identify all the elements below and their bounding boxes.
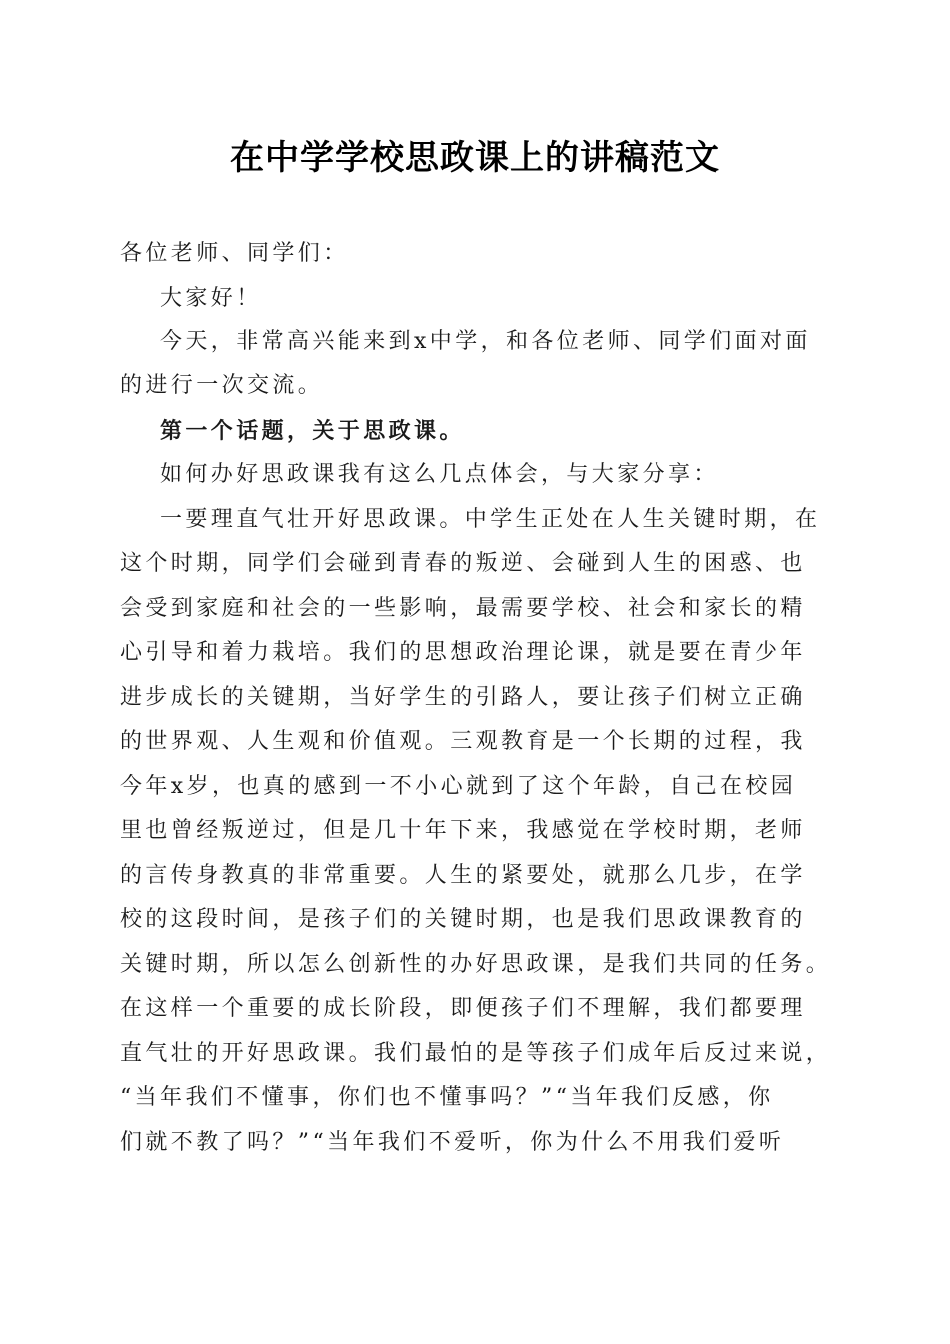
body-line: “当年我们不懂事，你们也不懂事吗？”“当年我们反感，你 — [120, 1085, 774, 1110]
body-line: 如何办好思政课我有这么几点体会，与大家分享： — [160, 462, 719, 487]
body-line: 今年x岁，也真的感到一不小心就到了这个年龄，自己在校园 — [120, 774, 797, 799]
section-heading: 第一个话题，关于思政课。 — [160, 418, 465, 444]
greeting: 大家好！ — [160, 286, 262, 311]
document-title: 在中学学校思政课上的讲稿范文 — [230, 138, 720, 178]
body-line: 在这样一个重要的成长阶段，即便孩子们不理解，我们都要理 — [120, 996, 806, 1021]
body-line: 关键时期，所以怎么创新性的办好思政课，是我们共同的任务。 — [120, 952, 832, 977]
body-line: 进步成长的关键期，当好学生的引路人，要让孩子们树立正确 — [120, 685, 806, 710]
body-line: 今天，非常高兴能来到x中学，和各位老师、同学们面对面 — [160, 329, 811, 354]
body-line: 这个时期，同学们会碰到青春的叛逆、会碰到人生的困惑、也 — [120, 551, 806, 576]
body-line: 直气壮的开好思政课。我们最怕的是等孩子们成年后反过来说， — [120, 1041, 832, 1066]
body-line: 的世界观、人生观和价值观。三观教育是一个长期的过程，我 — [120, 729, 806, 754]
body-line: 校的这段时间，是孩子们的关键时期，也是我们思政课教育的 — [120, 907, 806, 932]
body-line: 的言传身教真的非常重要。人生的紧要处，就那么几步，在学 — [120, 863, 806, 888]
body-line: 会受到家庭和社会的一些影响，最需要学校、社会和家长的精 — [120, 596, 806, 621]
body-line: 里也曾经叛逆过，但是几十年下来，我感觉在学校时期，老师 — [120, 818, 806, 843]
salutation: 各位老师、同学们： — [120, 241, 349, 266]
body-line: 的进行一次交流。 — [120, 373, 324, 398]
body-line: 一要理直气壮开好思政课。中学生正处在人生关键时期，在 — [160, 507, 821, 532]
body-line: 心引导和着力栽培。我们的思想政治理论课，就是要在青少年 — [120, 640, 806, 665]
body-line: 们就不教了吗？”“当年我们不爱听，你为什么不用我们爱听 — [120, 1130, 785, 1155]
